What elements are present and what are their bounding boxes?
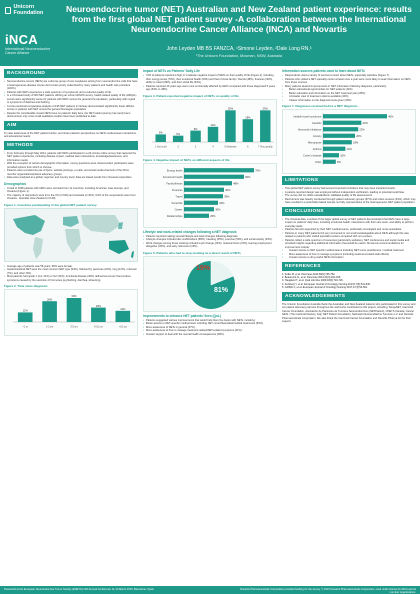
tick-label: Asthma xyxy=(312,148,322,152)
conclusions-item: • The Oceania data, a subset of the larger global survey of NET patients demonstrated that NETs have a large impact on patients' daily lives, including emotional health, interactions with their care team, and ability to perform everyday tasks. xyxy=(282,218,416,229)
world-map-svg xyxy=(5,209,139,263)
pie-no-label: 81% xyxy=(214,286,229,294)
tick-label: Energy levels xyxy=(166,169,183,173)
bar xyxy=(115,311,130,322)
data-label: 18% xyxy=(353,141,359,145)
tick-label: Family/friends xyxy=(166,182,183,186)
tick-label: Irritable bowel syndrome xyxy=(293,115,322,119)
data-label: 34% xyxy=(219,201,225,205)
bar xyxy=(184,181,232,185)
tick-label: Relationships xyxy=(166,214,183,218)
bar xyxy=(184,200,218,204)
methods-item: • Data were analyzed at a global, regional, and country level; data are based results from Oceania responders. xyxy=(4,176,138,180)
methods-item: • From February through May 2014, patients with NETs participated in a 20-minute online survey that captured the NET patient experience, including disease impact, medical team interactions, knowledge/awareness, and information needs. xyxy=(4,152,138,163)
world-map-figure xyxy=(4,208,138,262)
column-3 xyxy=(282,69,416,326)
lifestyle-heading: Lifestyle and work-related changes following a NET diagnosis xyxy=(143,229,237,234)
tick-label: 4 xyxy=(212,145,214,148)
bar xyxy=(67,298,82,322)
limitations-heading: LIMITATIONS xyxy=(282,176,416,185)
column-1 xyxy=(4,69,138,338)
info-item: • Clearer information on the diagnosis tests given (33%) xyxy=(282,99,416,103)
bar xyxy=(173,135,183,141)
pie-yes-label: 19% xyxy=(196,264,211,272)
figure-1-caption: Figure 1. Countries participating in the global NET patient survey xyxy=(4,202,97,207)
figure-3-svg xyxy=(144,100,278,150)
tick-label: Anxiety xyxy=(312,135,322,139)
aim-heading: AIM xyxy=(4,121,138,130)
figure-2-svg xyxy=(5,290,139,330)
map-europe xyxy=(63,216,79,227)
tick-label: Gastritis xyxy=(311,122,322,126)
bar xyxy=(323,160,336,164)
data-label: 25% xyxy=(262,107,268,111)
tick-label: Menopause xyxy=(307,141,322,145)
data-label: 20% xyxy=(356,135,362,139)
info-item: • Many patients desired improvements in NET information following diagnosis, particularly: xyxy=(282,85,416,89)
bar xyxy=(323,127,358,131)
data-label: 25% xyxy=(227,107,234,111)
aim-text: To raise awareness of the NET patient burden, and share patients' perspectives on NETs medical team interactions, and educational needs. xyxy=(4,131,137,138)
conclusions-item: • Patients in many NET patients felt very connected or not at all knowledgeable about NETs although this was related to patients who visited specialist centers compared with non-centers. xyxy=(282,232,416,239)
data-label: 40% xyxy=(388,115,394,119)
data-label: 70% xyxy=(255,169,261,173)
lifestyle-item: • Patients reported making several lifestyle and work changes following diagnosis. xyxy=(143,235,277,239)
logo-area xyxy=(5,4,60,61)
conclusions-heading: CONCLUSIONS xyxy=(282,207,416,216)
figure-3-chart xyxy=(143,99,277,156)
bar xyxy=(260,110,270,142)
map-asia xyxy=(81,215,121,233)
conclusions-item: • Greater access to NET specific medical teams including NET tumor practitioners / medical treatment xyxy=(282,249,416,253)
bar xyxy=(323,153,339,157)
footer-right: Novartis Pharmaceuticals Corporation provided funding for the survey. © 2015 Novartis Pharmaceuticals Corporation, used under license by INCA and its member organizations. xyxy=(240,588,416,594)
map-north-america xyxy=(13,215,45,235)
bar xyxy=(208,126,218,141)
impact-heading: Impact of NETs on Patients' Daily Life xyxy=(143,69,200,73)
background-item: • Neuroendocrine tumors (NETs) are a diverse group of rare neoplasms arising from neuroendocrine cells that have a heterogeneous disease course and remain poorly understood by many patients and health care providers (HCPs). xyxy=(4,80,138,91)
demographics-item: • The majority of responders were from the US (n=919) and Australia (n=301); 9.5% of the respondents were from Oceania - Australia, New Zealand (n=139). xyxy=(4,194,138,201)
data-label: 14% xyxy=(120,308,126,311)
map-australia xyxy=(109,240,129,254)
tick-label: 5 Moderate xyxy=(224,145,237,148)
conclusions-item: • Greater access to drug useful NETs information xyxy=(282,256,416,260)
impact-list xyxy=(143,74,277,92)
impact-item: • 72% of patients reported a high or moderate negative impact of NETs on their quality of life (Figure 3), including their energy levels (70%), their emotional health (60%) and that of close family / friends (48%), finances (40%), ability to travel (39%), and their social life (34%). xyxy=(143,74,277,85)
info-item: • Better educational opportunities for NET patients (42%) xyxy=(282,88,416,92)
figure-7-chart xyxy=(282,109,416,174)
poster-authors: John Leyden MB BS FANZCA, ¹Simone Leyden, ²Dale Long RN,³ xyxy=(166,46,312,52)
background-item: • Despite the considerable impact NETs have on patients' daily lives, the NET patient journey has rarely been documented; only a few small qualitative studies have been published to date. xyxy=(4,112,138,119)
bar xyxy=(184,207,214,211)
figure-2-caption: Figure 2. Time since diagnosis xyxy=(4,284,48,288)
improve-item: • Better access to NET-specific medical team including NET center/Specialist/medical treatments (53%). xyxy=(143,322,277,326)
figure-5-pie xyxy=(143,256,277,312)
tick-label: 1 Not at all xyxy=(154,145,167,148)
demographics-item: • Average age of patients was 58 years; 56% were female. xyxy=(4,265,138,269)
data-label: 12% xyxy=(210,123,216,127)
tick-label: Social life xyxy=(171,201,183,205)
info-item: • Respondents used a variety of sources to learn about NETs, especially websites (Figure 7). xyxy=(282,74,416,78)
lifestyle-item: • Lifestyle changes included diet modifications (68%), traveling (65%), exercise (50%), and social activity (33%). xyxy=(143,238,277,242)
tick-label: 1-2 yrs xyxy=(45,325,54,329)
tick-label: <1 yr xyxy=(22,325,28,329)
tick-label: Other xyxy=(315,161,322,165)
reference-item: 2. Beaumont JL, et al. Pancreas 2012;41(3):461-466. xyxy=(282,275,341,279)
improve-item: • More awareness of how to manage treatment-related/NET-related symptoms (41%). xyxy=(143,329,277,333)
data-label: 5% xyxy=(176,132,181,136)
poster-header xyxy=(0,0,420,66)
limitations-item: • Recruitment was heavily conducted through patient advocacy groups (67%) and online sources (61%), which may have resulted in a potentially biased sample not fully representative of the heterogeneous NET patient population. xyxy=(282,198,416,205)
info-heading: Information sources patients used to learn about NETs xyxy=(282,69,365,73)
conclusions-list xyxy=(282,218,416,260)
data-label: 12% xyxy=(22,309,28,313)
data-label: 8% xyxy=(337,161,341,165)
limitations-item: • A patient-reported design was employed without independent verification, leading to potential recall bias. xyxy=(282,191,416,195)
improve-item: • Greater support to deal with the mental health consequences (28%). xyxy=(143,333,277,337)
unicorn-mark-icon xyxy=(5,7,11,14)
limitations-item: • The survey did not utilize standardized, validated quality of life assessments. xyxy=(282,194,416,198)
poster-affiliations: ¹The Unicorn Foundation, Mosman, NSW, Australia xyxy=(195,54,283,58)
reference-item: 1. Kulke M, et al. Pancreas 2010;39(6):735-752. xyxy=(282,272,336,276)
improve-item: • More awareness of NETs in general (47%). xyxy=(143,326,277,330)
tick-label: Emotional health xyxy=(163,175,183,179)
data-label: 48% xyxy=(233,182,239,186)
bar xyxy=(190,130,200,141)
limitations-item: • This global NET patient survey had several important limitations that may have impacted results. xyxy=(282,187,416,191)
background-item: • Patients with NETs experience a wide spectrum of symptoms1 and a reduced quality of life. xyxy=(4,91,138,95)
tick-label: 7 Very greatly xyxy=(257,145,273,148)
data-label: 10% xyxy=(340,154,346,158)
references-list xyxy=(282,273,416,290)
tick-label: Hormonal imbalance xyxy=(297,128,322,132)
unicorn-logo-text: Unicorn Foundation xyxy=(13,4,44,16)
data-label: 30% xyxy=(215,208,221,212)
background-item: • A cross-sectional comparative analysis of 196 NET patients in Norway demonstrated significantly lower HRQoL scores in patients with NET versus the general Norwegian population. xyxy=(4,105,138,112)
demographics-item: • A total of 1928 patients with NETs were recruited from 12 countries, including Americas, Asia, Europe, and Oceania (Figure 1). xyxy=(4,187,138,194)
figure-4-caption: Figure 4. Negative impact of NETs on different aspects of life xyxy=(143,157,230,162)
data-label: 26% xyxy=(46,298,53,302)
data-label: 60% xyxy=(245,175,251,179)
bar xyxy=(323,147,345,151)
map-south-america xyxy=(33,237,43,259)
demographics-list-2 xyxy=(4,265,138,283)
bar xyxy=(91,308,106,322)
data-label: 18% xyxy=(95,304,102,308)
figure-5-svg xyxy=(144,257,278,313)
bar xyxy=(155,134,165,142)
data-label: 6% xyxy=(158,131,163,135)
data-label: 40% xyxy=(225,188,231,192)
unicorn-logo xyxy=(5,4,60,16)
conclusions-item: • Patients felt well supported by their NET medical teams, particularly oncologists and nurse specialists. xyxy=(282,228,416,232)
bar xyxy=(184,174,244,178)
conclusions-item: • More awareness of how to manage symptoms (including treatment-related side effects) xyxy=(282,253,416,257)
improve-item: • Patients suggested various improvements that would help them live better with NETs, including: xyxy=(143,319,277,323)
bar xyxy=(243,119,253,142)
data-label: 9% xyxy=(193,127,198,131)
background-list xyxy=(4,80,138,119)
bar xyxy=(42,301,57,322)
demographics-item: • Most patients had grade 1 (G1; 41%) or G2 (31%); functional disease (40%) defined as tumors that produce symptoms caused by the secretion of hormones (eg flushing, diarrhea, wheezing). xyxy=(4,275,138,282)
poster-title: Neuroendocrine tumor (NET) Australian and New Zealand patient experience: results from the first global NET patient survey -A collaboration between the International Neuroendocrine Cancer Alliance (INCA) and Novartis xyxy=(66,4,412,34)
methods-item: • Patients were recruited via use of flyers, website postings, e-mails, and social media channels of the INCA member organizations/patient advocacy groups. xyxy=(4,169,138,176)
poster-footer xyxy=(0,586,420,594)
reference-item: 4. Feinberg Y, et al. European Journal of Oncology Nursing 2013;17(5):541-545. xyxy=(282,282,371,286)
tick-label: Crohn's disease xyxy=(302,154,322,158)
tick-label: Finances xyxy=(171,188,183,192)
tick-label: Travel xyxy=(175,195,183,199)
inca-logo: iNCA xyxy=(5,32,38,47)
bar xyxy=(184,168,254,172)
figure-7-caption: Figure 7. Diagnoses received before a NET diagnosis xyxy=(282,104,358,108)
acknowledgements-text: The Unicorn Foundation Australia thank the Australian and New Zealand patients who participated in this survey and our patient advocacy partners throughout the world who contributed to this project, including: NorgeNET, Carcinoid Cancer Foundation, Asociación de Pacientes de Tumores Neuroendocrinos (NETPatient), CNETS Canada, Cancer NETs / The Carcinoid Society, Italy, NET Patient Foundation, Netzwerk Neuroendokrine Tumoren e.V. and Novartis Pharmaceuticals Corporation. We also thank the Carcinoid Cancer Foundation and Novartis Pharma AG for their support. xyxy=(282,302,416,324)
background-item: • In a US-based study of 663 NET patients utilizing an online NANOS survey, health-related quality of life (HRQoL) scores were significantly worse for patients with NETs versus the general US population, particularly with regard to symptoms of diarrhea and flushing. xyxy=(4,94,138,105)
references-heading: REFERENCES xyxy=(282,262,416,271)
demographics-heading: Demographics xyxy=(4,181,27,186)
figure-2-chart xyxy=(4,289,138,336)
footer-left: Presented at the European Neuroendocrine Tumor Society (ENETS) 13th Annual Conference 11-13 March 2015, Barcelona, Spain xyxy=(4,588,154,591)
figure-3-caption: Figure 3. Patient-reported negative impact of NETs on quality of life xyxy=(143,93,239,98)
improve-heading: Improvements to enhance NET patients' lives (QoL) xyxy=(143,313,221,318)
reference-item: 5. Griffiths J, et al. European Journal of Oncology Nursing 2017;17(3):54-561. xyxy=(282,286,368,290)
data-label: 14% xyxy=(346,148,352,152)
reference-item: 3. Haugland T, et al. Qual Life Res 2009;18(6):719-726. xyxy=(282,279,344,283)
map-new-zealand xyxy=(131,251,134,258)
info-list xyxy=(282,74,416,102)
bar xyxy=(184,194,223,198)
methods-item: • With the exception of certain demographic information, survey questions were closed-ended; participants were provided options from which to choose. xyxy=(4,162,138,169)
data-label: 22% xyxy=(359,128,365,132)
figure-5-caption: Figure 5. Patients who had to stop working as a direct result of NETs xyxy=(143,250,241,255)
bar xyxy=(225,110,235,142)
inca-logo-sub: International Neuroendocrine Cancer Alliance xyxy=(5,47,51,55)
acknowledgements-heading: ACKNOWLEDGEMENTS xyxy=(282,292,416,301)
info-item: • Patients who visited a NET specialty center at least once a year were more likely to seek information on NETs from those sources. xyxy=(282,78,416,85)
tick-label: 2 xyxy=(177,145,179,148)
tick-label: 6 xyxy=(247,145,249,148)
background-heading: BACKGROUND xyxy=(4,69,138,78)
tick-label: 3-5 yrs xyxy=(70,325,78,329)
bar xyxy=(184,187,224,191)
demographics-list xyxy=(4,187,138,201)
bar xyxy=(323,114,387,118)
figure-4-svg xyxy=(144,164,278,222)
map-africa xyxy=(65,229,81,253)
methods-heading: METHODS xyxy=(4,141,138,150)
bar xyxy=(184,213,209,217)
tick-label: Career xyxy=(174,208,183,212)
figure-4-chart xyxy=(143,163,277,228)
tick-label: >10 yrs xyxy=(118,325,127,329)
data-label: 30% xyxy=(71,295,77,299)
lifestyle-list xyxy=(143,235,277,249)
data-label: 24% xyxy=(362,122,368,126)
bar xyxy=(18,312,33,322)
data-label: 39% xyxy=(224,195,230,199)
conclusions-item: • Patients reflect a wide spectrum of resources (particularly websites), NET conferences and social media and provided insights regarding additional information that would be useful. Numerous recommendations for improvement include: xyxy=(282,239,416,250)
data-label: 25% xyxy=(210,214,216,218)
tick-label: 6-10 yrs xyxy=(94,325,103,329)
info-item: • A broader view of treatment options available (44%) xyxy=(282,95,416,99)
tick-label: 3 xyxy=(194,145,197,148)
demographics-item: • Gastrointestinal NET were the most common NET type (54%), followed by pancreas (22%), lung (12%), unknown (7%), and other (5%). xyxy=(4,268,138,275)
figure-7-svg xyxy=(283,110,417,168)
info-item: • Better education and information on the NET treatment plan (35%) xyxy=(282,92,416,96)
improve-list xyxy=(143,319,277,337)
bar xyxy=(323,140,352,144)
column-2 xyxy=(143,69,277,338)
limitations-list xyxy=(282,187,416,205)
bar xyxy=(323,121,361,125)
impact-item: • Patients reported 10 years ago were more emotionally affected by NETs compared with those diagnosed 5 years ago (63% vs 48%). xyxy=(143,85,277,92)
bar xyxy=(323,134,355,138)
methods-list xyxy=(4,152,138,180)
lifestyle-item: • Work changes among those working included a job change (23%), reduced hours (31%), leaving employment altogether (26%), and early retirement (15%). xyxy=(143,242,277,249)
data-label: 18% xyxy=(245,115,251,119)
